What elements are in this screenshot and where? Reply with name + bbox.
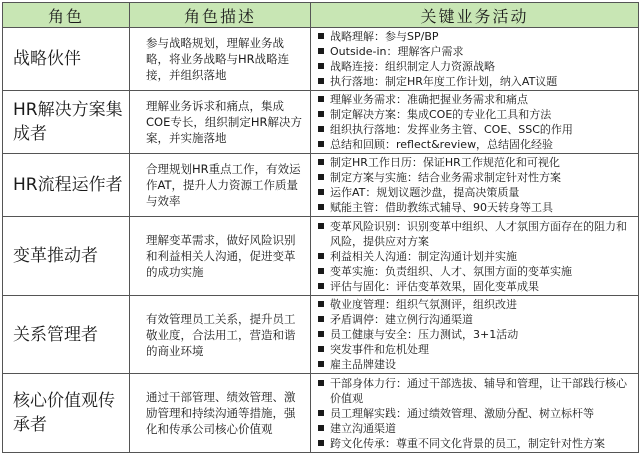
activity-list — [317, 376, 636, 451]
role-name: 战略伙伴 — [3, 28, 130, 91]
activity-item: 敬业度管理：组织气氛测评，组织改进 — [317, 297, 636, 312]
activity-cell — [311, 154, 639, 217]
activity-list — [317, 219, 636, 294]
table-row — [3, 28, 639, 91]
activity-cell — [311, 91, 639, 154]
table-row — [3, 91, 639, 154]
header-role: 角色 — [3, 3, 130, 28]
table-row — [3, 217, 639, 296]
activity-item: Outside-in：理解客户需求 — [317, 44, 636, 59]
activity-item: 战略理解：参与SP/BP — [317, 29, 636, 44]
activity-item: 变革风险识别：识别变革中组织、人才氛围方面存在的阻力和风险，提供应对方案 — [317, 219, 636, 249]
role-name: 变革推动者 — [3, 217, 130, 296]
role-description: 理解业务诉求和痛点，集成COE专长，组织制定HR解决方案，并实施落地 — [130, 91, 311, 154]
role-description: 通过干部管理、绩效管理、激励管理和持续沟通等措施，强化和传承公司核心价值观 — [130, 374, 311, 453]
table-row — [3, 374, 639, 453]
role-name: 关系管理者 — [3, 296, 130, 374]
activity-item: 制定方案与实施：结合业务需求制定针对性方案 — [317, 170, 636, 185]
activity-cell — [311, 374, 639, 453]
role-table — [2, 2, 639, 453]
activity-item: 评估与固化：评估变革效果，固化变革成果 — [317, 279, 636, 294]
activity-item: 制定解决方案：集成COE的专业化工具和方法 — [317, 107, 636, 122]
activity-item: 雇主品牌建设 — [317, 357, 636, 372]
activity-item: 矛盾调停：建立例行沟通渠道 — [317, 312, 636, 327]
activity-cell — [311, 217, 639, 296]
role-name: 核心价值观传承者 — [3, 374, 130, 453]
role-description: 参与战略规划，理解业务战略，将业务战略与HR战略连接，并组织落地 — [130, 28, 311, 91]
role-description: 合理规划HR重点工作，有效运作AT，提升人力资源工作质量与效率 — [130, 154, 311, 217]
activity-item: 执行落地：制定HR年度工作计划，纳入AT议题 — [317, 74, 636, 89]
activity-item: 员工健康与安全：压力测试，3+1活动 — [317, 327, 636, 342]
activity-item: 员工理解实践：通过绩效管理、激励分配、树立标杆等 — [317, 406, 636, 421]
activity-item: 变革实施：负责组织、人才、氛围方面的变革实施 — [317, 264, 636, 279]
activity-item: 跨文化传承：尊重不同文化背景的员工，制定针对性方案 — [317, 436, 636, 451]
table-header-row — [3, 3, 639, 28]
activity-item: 干部身体力行：通过干部选拔、辅导和管理，让干部践行核心价值观 — [317, 376, 636, 406]
table-row — [3, 296, 639, 374]
table-row — [3, 154, 639, 217]
activity-item: 赋能主管：借助教练式辅导、90天转身等工具 — [317, 200, 636, 215]
activity-list — [317, 29, 636, 89]
activity-item: 突发事件和危机处理 — [317, 342, 636, 357]
activity-list — [317, 297, 636, 372]
activity-item: 战略连接：组织制定人力资源战略 — [317, 59, 636, 74]
activity-item: 制定HR工作日历：保证HR工作规范化和可视化 — [317, 155, 636, 170]
header-description: 角色描述 — [130, 3, 311, 28]
activity-cell — [311, 296, 639, 374]
activity-cell — [311, 28, 639, 91]
activity-list — [317, 155, 636, 215]
activity-item: 总结和回顾：reflect&review，总结固化经验 — [317, 137, 636, 152]
role-name: HR解决方案集成者 — [3, 91, 130, 154]
activity-item: 利益相关人沟通：制定沟通计划并实施 — [317, 249, 636, 264]
activity-item: 理解业务需求：准确把握业务需求和痛点 — [317, 92, 636, 107]
activity-item: 组织执行落地：发挥业务主管、COE、SSC的作用 — [317, 122, 636, 137]
role-name: HR流程运作者 — [3, 154, 130, 217]
header-activities: 关键业务活动 — [311, 3, 639, 28]
role-description: 理解变革需求，做好风险识别和利益相关人沟通，促进变革的成功实施 — [130, 217, 311, 296]
activity-list — [317, 92, 636, 152]
activity-item: 运作AT：规划议题沙盘，提高决策质量 — [317, 185, 636, 200]
activity-item: 建立沟通渠道 — [317, 421, 636, 436]
role-description: 有效管理员工关系，提升员工敬业度，合法用工，营造和谐的商业环境 — [130, 296, 311, 374]
